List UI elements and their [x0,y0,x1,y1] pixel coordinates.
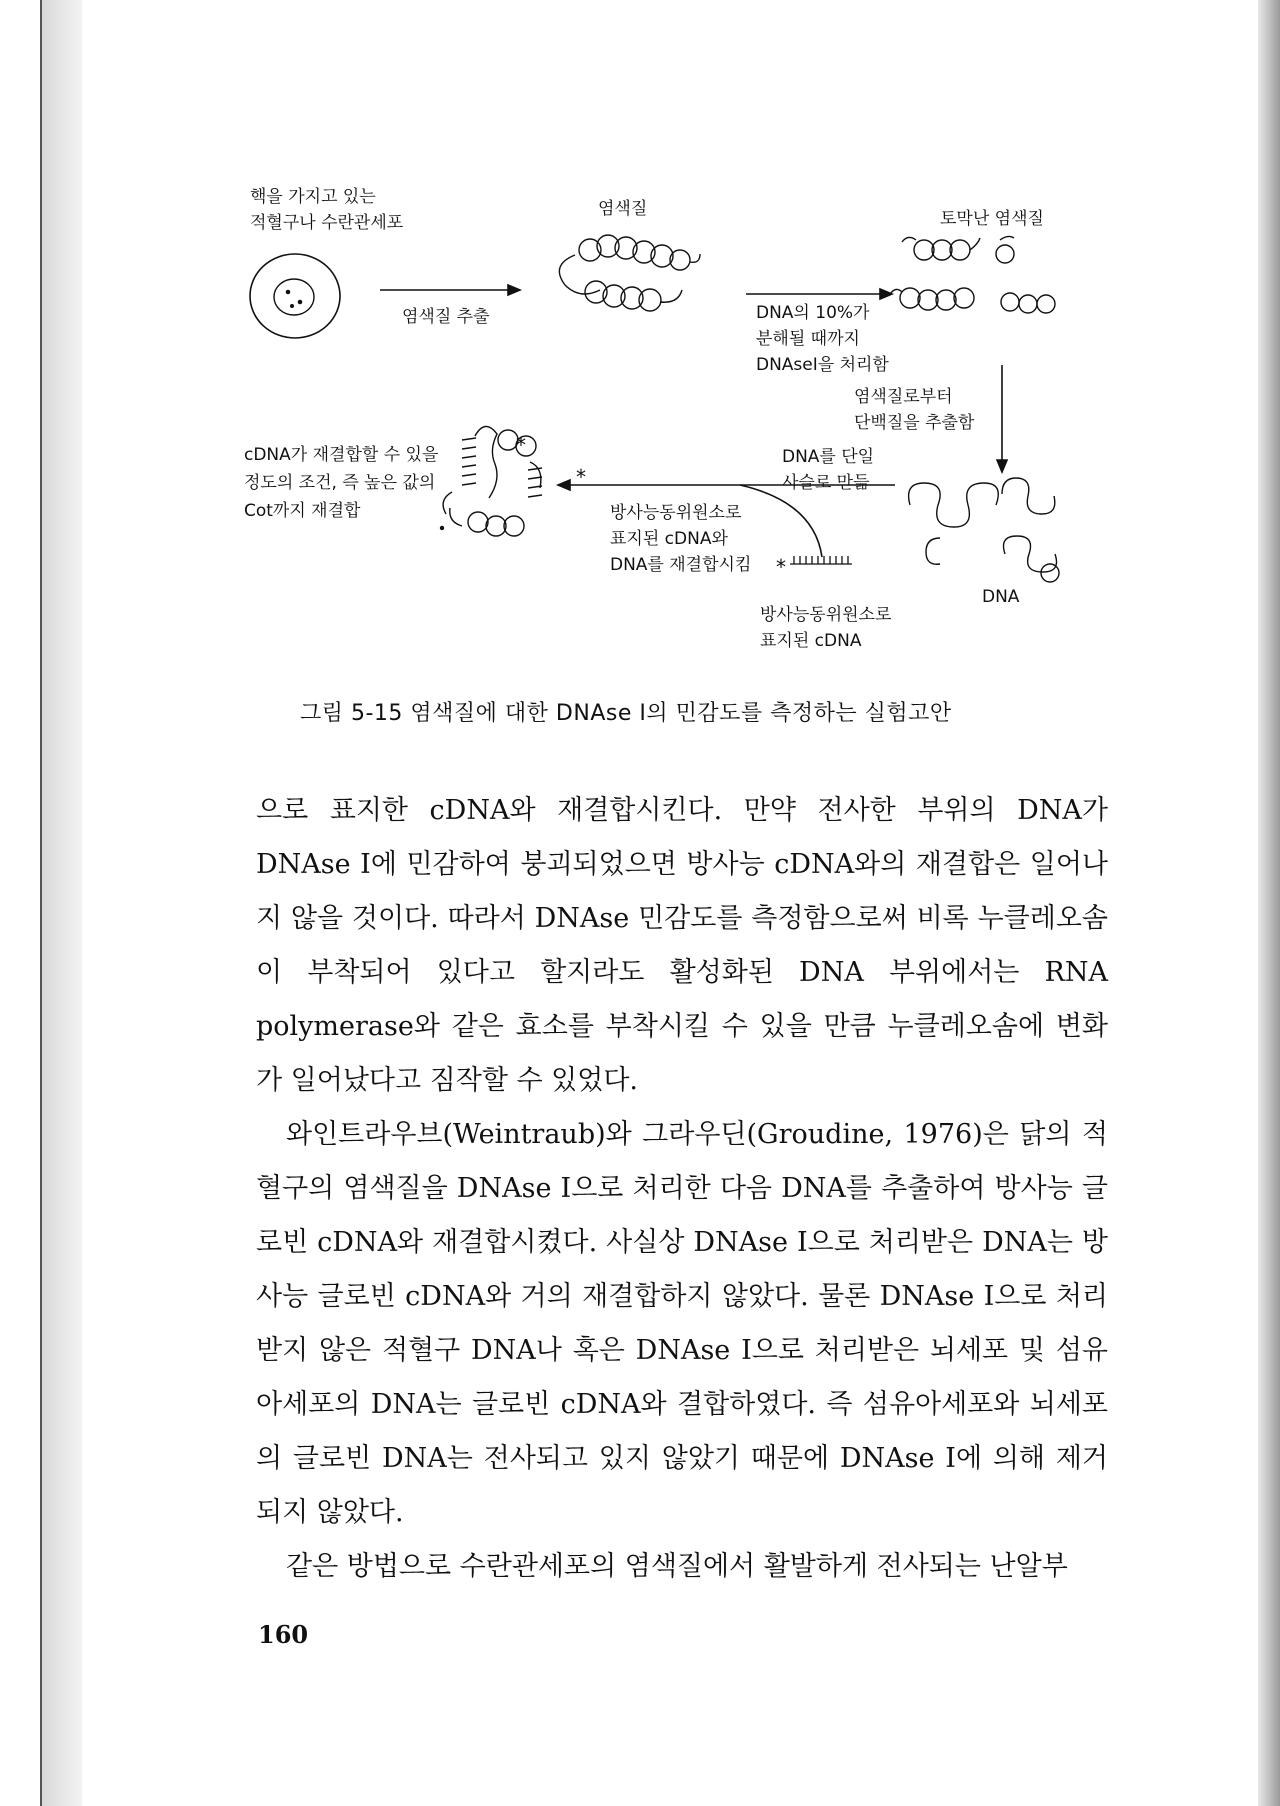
cot-label-line2: 정도의 조건, 즉 높은 값의 [244,473,436,493]
paragraph-1: 으로 표지한 cDNA와 재결합시킨다. 만약 전사한 부위의 DNA가 DNAse I에 민감하여 붕괴되었으면 방사능 cDNA와의 재결합은 일어나지 않을 것이다. 따라서 DNAse 민감도를 측정함으로써 비록 누클레오솜이 부착되어 있다고 할지라도 활성화된 DNA 부위에서는 RNA polymerase와 같은 효소를 부착시킬 수 있을 만큼 누클레오솜에 변화가 일어났다고 짐작할 수 있었다. [256,795,1108,1096]
hybrid-asterisk-2: * [576,465,586,489]
paragraph-2: 와인트라우브(Weintraub)와 그라우딘(Groudine, 1976)은 닭의 적혈구의 염색질을 DNAse I으로 처리한 다음 DNA를 추출하여 방사능 글로빈 cDNA와 재결합시켰다. 사실상 DNAse I으로 처리받은 DNA는 방사능 글로빈 cDNA와 거의 재결합하지 않았다. 물론 DNAse I으로 처리받지 않은 적혈구 DNA나 혹은 DNAse I으로 처리받은 뇌세포 및 섬유아세포의 DNA는 글로빈 cDNA와 결합하였다. 즉 섬유아세포와 뇌세포의 글로빈 DNA는 전사되고 있지 않았기 때문에 DNAse I에 의해 제거되지 않았다. [256,1119,1108,1528]
hybrid-drawing [441,426,543,536]
probe-drawing [790,556,852,564]
probe-asterisk: * [776,555,786,579]
cell-label-line1: 핵을 가지고 있는 [250,187,376,207]
cot-label-line1: cDNA가 재결합할 수 있을 [244,445,439,465]
paragraph-3: 같은 방법으로 수란관세포의 염색질에서 활발하게 전사되는 난알부 [286,1551,1068,1582]
hybrid-asterisk-1: * [516,433,526,457]
figure-5-15 [230,170,1110,670]
protein-label-line1: 염색질로부터 [854,387,953,407]
nicked-chromatin-label: 토막난 염색질 [940,209,1044,229]
cot-label-line3: Cot까지 재결합 [244,501,361,521]
cell-label-line2: 적혈구나 수란관세포 [250,213,404,233]
figure-caption: 그림 5-15 염색질에 대한 DNAse I의 민감도를 측정하는 실험고안 [300,701,952,726]
single-strand-label-line2: 사슬로 만듦 [782,473,870,493]
page-number: 160 [258,1620,309,1649]
rehyb-label-line1: 방사능동위원소로 [610,503,742,523]
dnase-label-line3: DNAseI을 처리함 [756,355,889,375]
book-left-edge [40,0,84,1806]
rehyb-label-line2: 표지된 cDNA와 [610,529,728,549]
probe-label-line2: 표지된 cDNA [760,631,862,651]
extract-label: 염색질 추출 [402,307,490,327]
nicked-chromatin-drawing [890,236,1055,313]
chromatin-label: 염색질 [598,199,648,219]
dna-drawing [909,478,1059,582]
probe-label-line1: 방사능동위원소로 [760,605,892,625]
cell-drawing [250,254,340,338]
protein-label-line2: 단백질을 추출함 [854,413,975,433]
rehyb-label-line3: DNA를 재결합시킴 [610,555,752,575]
book-right-edge [1258,0,1280,1806]
figure-diagram [230,170,1110,670]
single-strand-label-line1: DNA를 단일 [782,447,875,467]
dnase-label-line2: 분해될 때까지 [756,329,860,349]
chromatin-drawing [559,235,700,311]
dna-label: DNA [982,587,1020,607]
body-text [256,784,1108,1594]
dnase-label-line1: DNA의 10%가 [756,303,870,323]
